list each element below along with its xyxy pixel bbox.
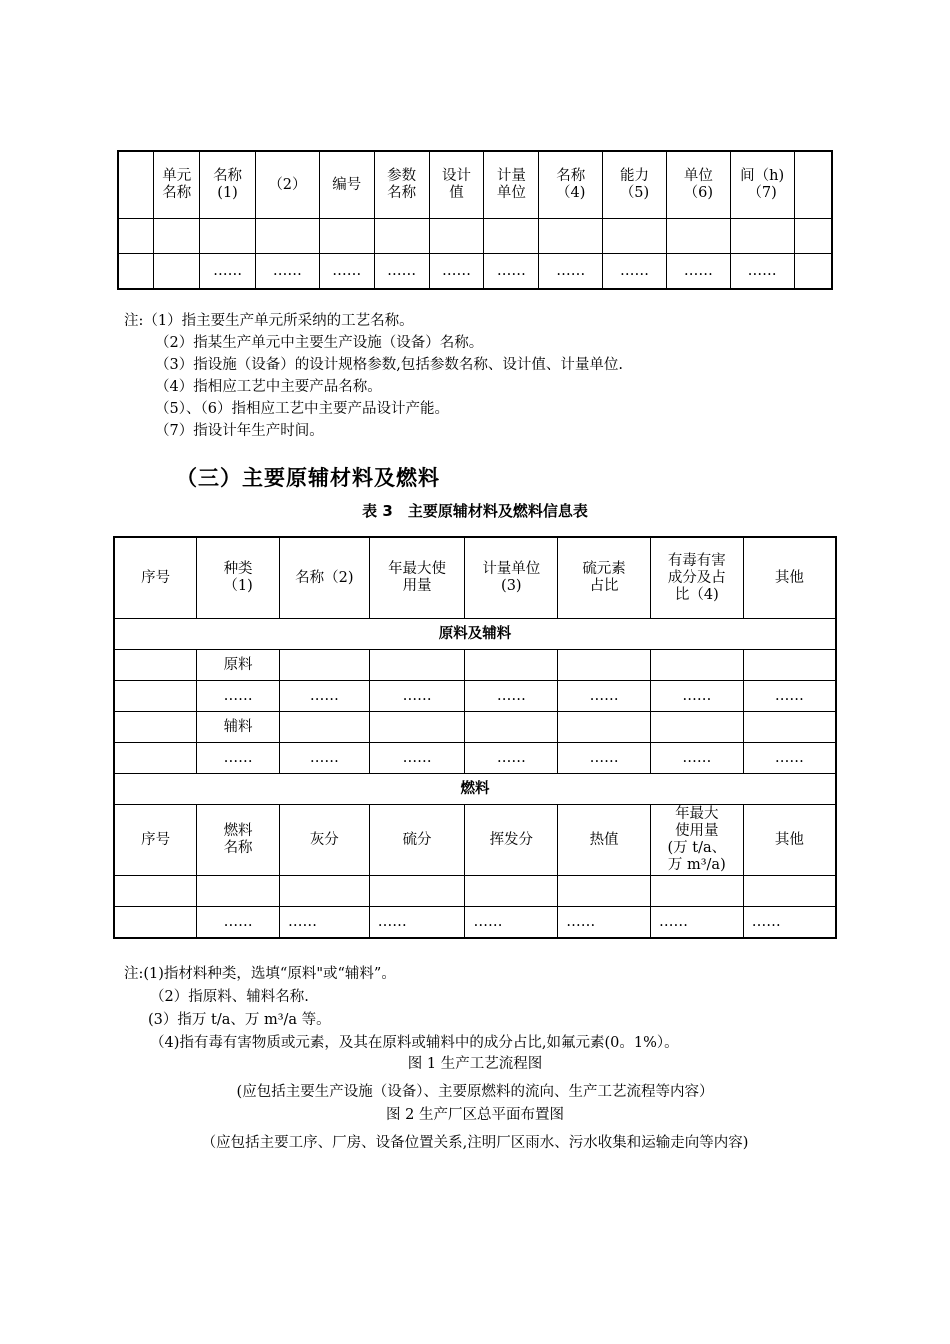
table-cell: 参数 名称 bbox=[374, 151, 429, 219]
note-line: （7）指设计年生产时间。 bbox=[155, 423, 324, 439]
table-cell bbox=[794, 219, 832, 254]
table-row bbox=[118, 254, 832, 290]
table-cell: …… bbox=[650, 743, 743, 774]
table-cell: …… bbox=[200, 254, 256, 290]
table-row bbox=[114, 907, 836, 939]
header-row bbox=[118, 151, 832, 219]
table-cell bbox=[114, 743, 197, 774]
table-cell: 名称 (1) bbox=[200, 151, 256, 219]
table-cell: …… bbox=[603, 254, 667, 290]
header-row bbox=[114, 537, 836, 619]
figure1-title: 图 1 生产工艺流程图 bbox=[407, 1056, 543, 1072]
fuel-header-row bbox=[114, 805, 836, 876]
table-cell: 种类 （1) bbox=[197, 537, 280, 619]
figure2-desc: （应包括主要工序、厂房、设备位置关系,注明厂区雨水、污水收集和运输走向等内容) bbox=[201, 1135, 749, 1151]
table-cell: …… bbox=[743, 743, 836, 774]
table-cell bbox=[118, 219, 154, 254]
table-cell bbox=[743, 712, 836, 743]
table-cell bbox=[666, 219, 730, 254]
note-line: 注:(1)指材料种类，选填“原料"或“辅料”。 bbox=[124, 966, 396, 982]
table-cell: …… bbox=[465, 681, 558, 712]
table-cell: 单位 （6) bbox=[666, 151, 730, 219]
table-cell: …… bbox=[279, 907, 369, 939]
table-cell: 硫分 bbox=[369, 805, 465, 876]
table-cell: …… bbox=[197, 743, 280, 774]
table-cell: …… bbox=[429, 254, 484, 290]
table-cell bbox=[114, 876, 197, 907]
table-cell bbox=[374, 219, 429, 254]
table-cell: 硫元素 占比 bbox=[558, 537, 651, 619]
table-cell: …… bbox=[319, 254, 374, 290]
table-cell: （2） bbox=[256, 151, 320, 219]
table-cell bbox=[319, 219, 374, 254]
table-cell: …… bbox=[743, 907, 836, 939]
table-cell: 编号 bbox=[319, 151, 374, 219]
table-cell: …… bbox=[539, 254, 603, 290]
note-line: （4)指有毒有害物质或元素，及其在原料或辅料中的成分占比,如氟元素(0。1%）。 bbox=[150, 1035, 679, 1051]
table-cell bbox=[118, 254, 154, 290]
table-cell: …… bbox=[558, 743, 651, 774]
table-cell: …… bbox=[279, 681, 369, 712]
table-cell bbox=[154, 219, 200, 254]
table-cell: 计量单位 (3) bbox=[465, 537, 558, 619]
table-cell bbox=[114, 681, 197, 712]
table-cell: …… bbox=[666, 254, 730, 290]
table-cell: 单元 名称 bbox=[154, 151, 200, 219]
figure2-title: 图 2 生产厂区总平面布置图 bbox=[386, 1107, 564, 1123]
table-cell bbox=[200, 219, 256, 254]
table-cell: …… bbox=[650, 907, 743, 939]
table-cell bbox=[743, 876, 836, 907]
table-cell: …… bbox=[374, 254, 429, 290]
table-cell bbox=[114, 712, 197, 743]
table-cell bbox=[369, 876, 465, 907]
note-line: （3）指设施（设备）的设计规格参数,包括参数名称、设计值、计量单位. bbox=[155, 357, 623, 373]
section-row bbox=[114, 774, 836, 805]
table-cell bbox=[369, 712, 465, 743]
table-cell bbox=[794, 151, 832, 219]
table-cell: 燃料 名称 bbox=[197, 805, 280, 876]
table-cell bbox=[118, 151, 154, 219]
table-cell: 名称 （4) bbox=[539, 151, 603, 219]
table-cell bbox=[603, 219, 667, 254]
table-cell: …… bbox=[197, 907, 280, 939]
figure1-desc: (应包括主要生产设施（设备）、主要原燃料的流向、生产工艺流程等内容） bbox=[236, 1084, 714, 1100]
table-cell bbox=[154, 254, 200, 290]
table-cell bbox=[539, 219, 603, 254]
table-cell bbox=[465, 650, 558, 681]
table-cell: 原料及辅料 bbox=[114, 619, 836, 650]
table-row bbox=[118, 219, 832, 254]
table-cell bbox=[197, 876, 280, 907]
materials-fuel-table bbox=[113, 536, 837, 939]
table-row bbox=[114, 743, 836, 774]
table-cell: 辅料 bbox=[197, 712, 280, 743]
table-cell: …… bbox=[743, 681, 836, 712]
note-line: （2）指原料、辅料名称. bbox=[150, 989, 309, 1005]
table-cell: …… bbox=[558, 907, 651, 939]
table-row bbox=[114, 681, 836, 712]
table-cell: 序号 bbox=[114, 805, 197, 876]
table-cell bbox=[114, 650, 197, 681]
table-cell bbox=[429, 219, 484, 254]
table-cell bbox=[114, 907, 197, 939]
table-cell: 灰分 bbox=[279, 805, 369, 876]
table-row bbox=[114, 876, 836, 907]
table-caption: 表 3 主要原辅材料及燃料信息表 bbox=[362, 502, 588, 520]
table-cell: 名称（2) bbox=[279, 537, 369, 619]
table-cell: …… bbox=[369, 681, 465, 712]
table-cell: 间（h) （7) bbox=[730, 151, 794, 219]
table-cell bbox=[484, 219, 539, 254]
table-cell: …… bbox=[730, 254, 794, 290]
table-cell: …… bbox=[465, 907, 558, 939]
table-cell bbox=[558, 712, 651, 743]
table-cell: 原料 bbox=[197, 650, 280, 681]
table-cell: 计量 单位 bbox=[484, 151, 539, 219]
table-cell bbox=[558, 876, 651, 907]
table-cell: 有毒有害 成分及占 比（4) bbox=[650, 537, 743, 619]
table-row bbox=[114, 712, 836, 743]
table-cell: …… bbox=[279, 743, 369, 774]
table-cell bbox=[279, 650, 369, 681]
table-cell: 能力 （5) bbox=[603, 151, 667, 219]
note-line: （4）指相应工艺中主要产品名称。 bbox=[155, 379, 382, 395]
note-line: 注:（1）指主要生产单元所采纳的工艺名称。 bbox=[124, 313, 414, 329]
table-cell: 年最大使 用量 bbox=[369, 537, 465, 619]
table-cell: …… bbox=[484, 254, 539, 290]
table-cell: 挥发分 bbox=[465, 805, 558, 876]
table-cell bbox=[558, 650, 651, 681]
note-line: （5）、（6）指相应工艺中主要产品设计产能。 bbox=[155, 401, 449, 417]
table-cell: 序号 bbox=[114, 537, 197, 619]
table-cell bbox=[650, 876, 743, 907]
table-cell bbox=[650, 650, 743, 681]
table-cell: …… bbox=[465, 743, 558, 774]
note-line: (3）指万 t/a、万 m³/a 等。 bbox=[148, 1012, 331, 1028]
table-cell bbox=[743, 650, 836, 681]
table-cell: 燃料 bbox=[114, 774, 836, 805]
table-cell: 热值 bbox=[558, 805, 651, 876]
table-cell: …… bbox=[197, 681, 280, 712]
table-cell bbox=[369, 650, 465, 681]
table-cell: …… bbox=[650, 681, 743, 712]
table-cell bbox=[465, 712, 558, 743]
section-row bbox=[114, 619, 836, 650]
note-line: （2）指某生产单元中主要生产设施（设备）名称。 bbox=[155, 335, 484, 351]
table-cell bbox=[730, 219, 794, 254]
process-facility-table bbox=[117, 150, 833, 290]
table-cell bbox=[650, 712, 743, 743]
table-cell: 其他 bbox=[743, 537, 836, 619]
table-cell bbox=[794, 254, 832, 290]
table-cell: 其他 bbox=[743, 805, 836, 876]
section-heading: （三）主要原辅材料及燃料 bbox=[176, 466, 440, 490]
table-cell: …… bbox=[369, 907, 465, 939]
table-cell: …… bbox=[369, 743, 465, 774]
table-cell: …… bbox=[558, 681, 651, 712]
table-cell bbox=[279, 712, 369, 743]
table-row bbox=[114, 650, 836, 681]
table-cell: …… bbox=[256, 254, 320, 290]
table-cell: 年最大 使用量 (万 t/a、 万 m³/a) bbox=[650, 805, 743, 876]
table-cell bbox=[256, 219, 320, 254]
table-cell bbox=[279, 876, 369, 907]
table-cell bbox=[465, 876, 558, 907]
table-cell: 设计 值 bbox=[429, 151, 484, 219]
